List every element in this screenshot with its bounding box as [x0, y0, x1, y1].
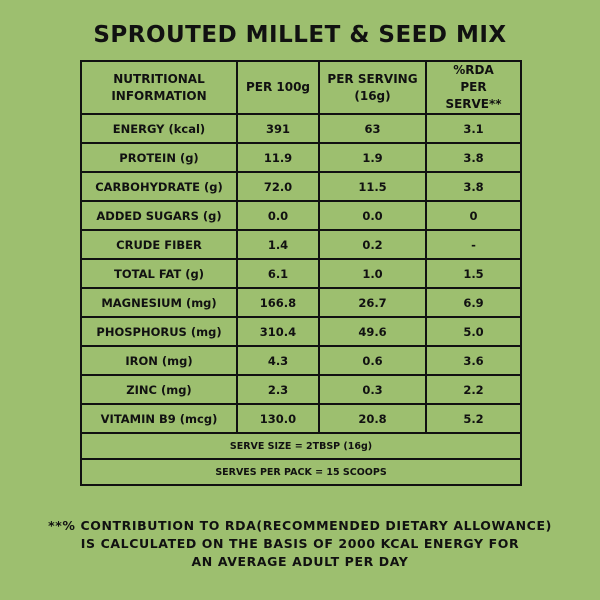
serve-size: SERVE SIZE = 2TBSP (16g): [81, 433, 521, 459]
value-per-serving: 11.5: [319, 172, 426, 201]
nutrient-name: TOTAL FAT (g): [81, 259, 237, 288]
value-rda: 5.0: [426, 317, 521, 346]
value-per-100g: 11.9: [237, 143, 319, 172]
value-per-100g: 1.4: [237, 230, 319, 259]
header-line: NUTRITIONAL: [113, 71, 205, 86]
value-per-100g: 2.3: [237, 375, 319, 404]
value-rda: 2.2: [426, 375, 521, 404]
table-row: [81, 172, 521, 201]
value-rda: 5.2: [426, 404, 521, 433]
value-rda: 3.1: [426, 114, 521, 143]
value-per-100g: 166.8: [237, 288, 319, 317]
value-per-serving: 49.6: [319, 317, 426, 346]
table-row: [81, 375, 521, 404]
header-nutritional-information: [81, 61, 237, 114]
value-rda: 1.5: [426, 259, 521, 288]
value-rda: 3.8: [426, 172, 521, 201]
header-line: PER 100g: [245, 80, 311, 94]
value-per-100g: 72.0: [237, 172, 319, 201]
value-per-serving: 26.7: [319, 288, 426, 317]
value-per-100g: 6.1: [237, 259, 319, 288]
table-header-row: [81, 61, 521, 114]
nutrition-table: [80, 60, 522, 486]
serve-size-row: [81, 433, 521, 459]
serves-per-pack-row: [81, 459, 521, 485]
nutrient-name: MAGNESIUM (mg): [81, 288, 237, 317]
value-per-serving: 63: [319, 114, 426, 143]
header-per-100g: [237, 61, 319, 114]
value-per-serving: 0.2: [319, 230, 426, 259]
nutrient-name: ENERGY (kcal): [81, 114, 237, 143]
value-rda: 3.8: [426, 143, 521, 172]
value-per-serving: 20.8: [319, 404, 426, 433]
value-rda: -: [426, 230, 521, 259]
footnote-line: AN AVERAGE ADULT PER DAY: [191, 554, 409, 569]
header-line: PER SERVING: [327, 71, 418, 86]
table-row: [81, 317, 521, 346]
value-per-serving: 1.0: [319, 259, 426, 288]
table-row: [81, 346, 521, 375]
footnote-line: IS CALCULATED ON THE BASIS OF 2000 KCAL ENERGY FOR: [80, 536, 520, 551]
serves-per-pack: SERVES PER PACK = 15 SCOOPS: [81, 459, 521, 485]
header-line: PER SERVE**: [445, 80, 502, 111]
nutrient-name: CRUDE FIBER: [81, 230, 237, 259]
header-line: (16g): [354, 88, 391, 103]
nutrient-name: PHOSPHORUS (mg): [81, 317, 237, 346]
page-title: SPROUTED MILLET & SEED MIX: [93, 22, 507, 48]
header-line: INFORMATION: [111, 88, 207, 103]
table-row: [81, 259, 521, 288]
nutrient-name: ZINC (mg): [81, 375, 237, 404]
footnote-line: **% CONTRIBUTION TO RDA(RECOMMENDED DIETARY ALLOWANCE): [48, 518, 552, 533]
table-row: [81, 404, 521, 433]
table-row: [81, 114, 521, 143]
value-per-serving: 0.0: [319, 201, 426, 230]
nutrient-name: ADDED SUGARS (g): [81, 201, 237, 230]
table-row: [81, 288, 521, 317]
value-rda: 3.6: [426, 346, 521, 375]
header-rda-per-serve: [426, 61, 521, 114]
value-per-serving: 1.9: [319, 143, 426, 172]
nutrient-name: CARBOHYDRATE (g): [81, 172, 237, 201]
value-rda: 6.9: [426, 288, 521, 317]
rda-footnote: [0, 517, 600, 571]
header-line: %RDA: [453, 63, 494, 77]
nutrient-name: IRON (mg): [81, 346, 237, 375]
table-row: [81, 230, 521, 259]
value-per-100g: 130.0: [237, 404, 319, 433]
value-per-100g: 391: [237, 114, 319, 143]
value-per-100g: 4.3: [237, 346, 319, 375]
header-per-serving: [319, 61, 426, 114]
value-per-serving: 0.6: [319, 346, 426, 375]
value-per-serving: 0.3: [319, 375, 426, 404]
table-row: [81, 143, 521, 172]
nutrient-name: PROTEIN (g): [81, 143, 237, 172]
value-per-100g: 310.4: [237, 317, 319, 346]
nutrient-name: VITAMIN B9 (mcg): [81, 404, 237, 433]
value-per-100g: 0.0: [237, 201, 319, 230]
table-row: [81, 201, 521, 230]
value-rda: 0: [426, 201, 521, 230]
